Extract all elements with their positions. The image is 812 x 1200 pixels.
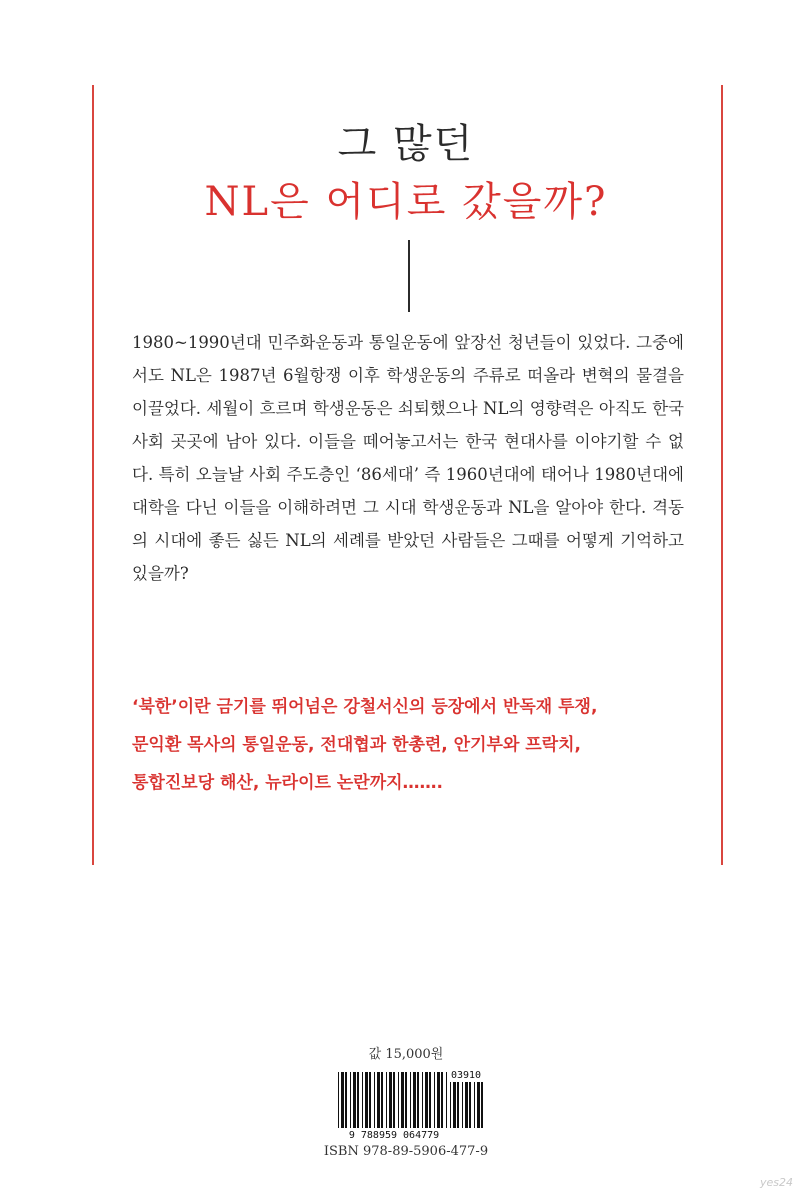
barcode-bar xyxy=(417,1072,419,1128)
barcode-bar xyxy=(465,1082,468,1128)
barcode-bar xyxy=(481,1082,483,1128)
barcode-bar xyxy=(381,1072,383,1128)
center-divider xyxy=(408,240,410,312)
highlight-line-2: 문익환 목사의 통일운동, 전대협과 한총련, 안기부와 프락치, xyxy=(132,735,582,755)
barcode-bar xyxy=(401,1072,404,1128)
barcode-bar xyxy=(429,1072,431,1128)
watermark-logo xyxy=(760,1176,793,1189)
barcode-bar xyxy=(362,1072,363,1128)
barcode-bar xyxy=(410,1072,411,1128)
barcode-bar xyxy=(398,1072,399,1128)
barcode-bar xyxy=(374,1072,375,1128)
barcode-bar xyxy=(405,1072,407,1128)
barcode-bar xyxy=(353,1072,356,1128)
title-line-1: 그 많던 xyxy=(337,121,475,167)
highlight-line-1: ‘북한’이란 금기를 뛰어넘은 강철서신의 등장에서 반독재 투쟁, xyxy=(132,697,598,717)
intro-paragraph: 1980~1990년대 민주화운동과 통일운동에 앞장선 청년들이 있었다. 그중에서도 NL은 1987년 6월항쟁 이후 학생운동의 주류로 떠올라 변혁의 물결을 이끌었다. 세월이 흐르며 학생운동은 쇠퇴했으나 NL의 영향력은 아직도 한국 사회 곳곳에 남아 있다. 이들을 떼어놓고서는 한국 현대사를 이야기할 수 없다. 특히 오늘날 사회 주도층인 ‘86세대’ 즉 1960년대에 태어나 1980년대에 대학을 다닌 이들을 이해하려면 그 시대 학생운동과 NL을 알아야 한다. 격동의 시대에 좋든 싫든 NL의 세례를 받았던 사람들은 그때를 어떻게 기억하고 있을까? xyxy=(132,333,684,583)
barcode-bar xyxy=(462,1082,463,1128)
barcode-bar xyxy=(477,1082,480,1128)
highlight-block xyxy=(132,688,692,802)
barcode-addon-number: 03910 xyxy=(450,1070,482,1081)
barcode-graphic xyxy=(336,1068,488,1140)
barcode xyxy=(336,1068,488,1140)
barcode-bar xyxy=(377,1072,380,1128)
intro-text xyxy=(132,326,684,590)
barcode-bar xyxy=(386,1072,387,1128)
barcode-bar xyxy=(345,1072,347,1128)
barcode-bar xyxy=(450,1082,451,1128)
price-label: 값 15,000원 xyxy=(368,1047,444,1062)
barcode-bar xyxy=(446,1072,447,1128)
barcode-bar xyxy=(457,1082,459,1128)
isbn-label: ISBN 978-89-5906-477-9 xyxy=(323,1144,489,1159)
barcode-bar xyxy=(474,1082,475,1128)
barcode-bar xyxy=(369,1072,371,1128)
barcode-bar xyxy=(453,1082,456,1128)
barcode-bar xyxy=(393,1072,395,1128)
barcode-bar xyxy=(422,1072,423,1128)
highlight-line-3: 통합진보당 해산, 뉴라이트 논란까지……. xyxy=(132,773,444,793)
barcode-bar xyxy=(469,1082,471,1128)
barcode-bar xyxy=(338,1072,339,1128)
barcode-bar xyxy=(341,1072,344,1128)
barcode-bar xyxy=(425,1072,428,1128)
barcode-bar xyxy=(357,1072,359,1128)
barcode-bar xyxy=(413,1072,416,1128)
watermark-text: yes24 xyxy=(760,1176,794,1189)
barcode-bar xyxy=(365,1072,368,1128)
barcode-number: 9 788959 064779 xyxy=(348,1130,440,1140)
barcode-bar xyxy=(437,1072,440,1128)
title-line-2: NL은 어디로 갔을까? xyxy=(204,179,608,225)
barcode-bar xyxy=(434,1072,435,1128)
barcode-bar xyxy=(389,1072,392,1128)
barcode-bar xyxy=(350,1072,351,1128)
barcode-bar xyxy=(441,1072,443,1128)
